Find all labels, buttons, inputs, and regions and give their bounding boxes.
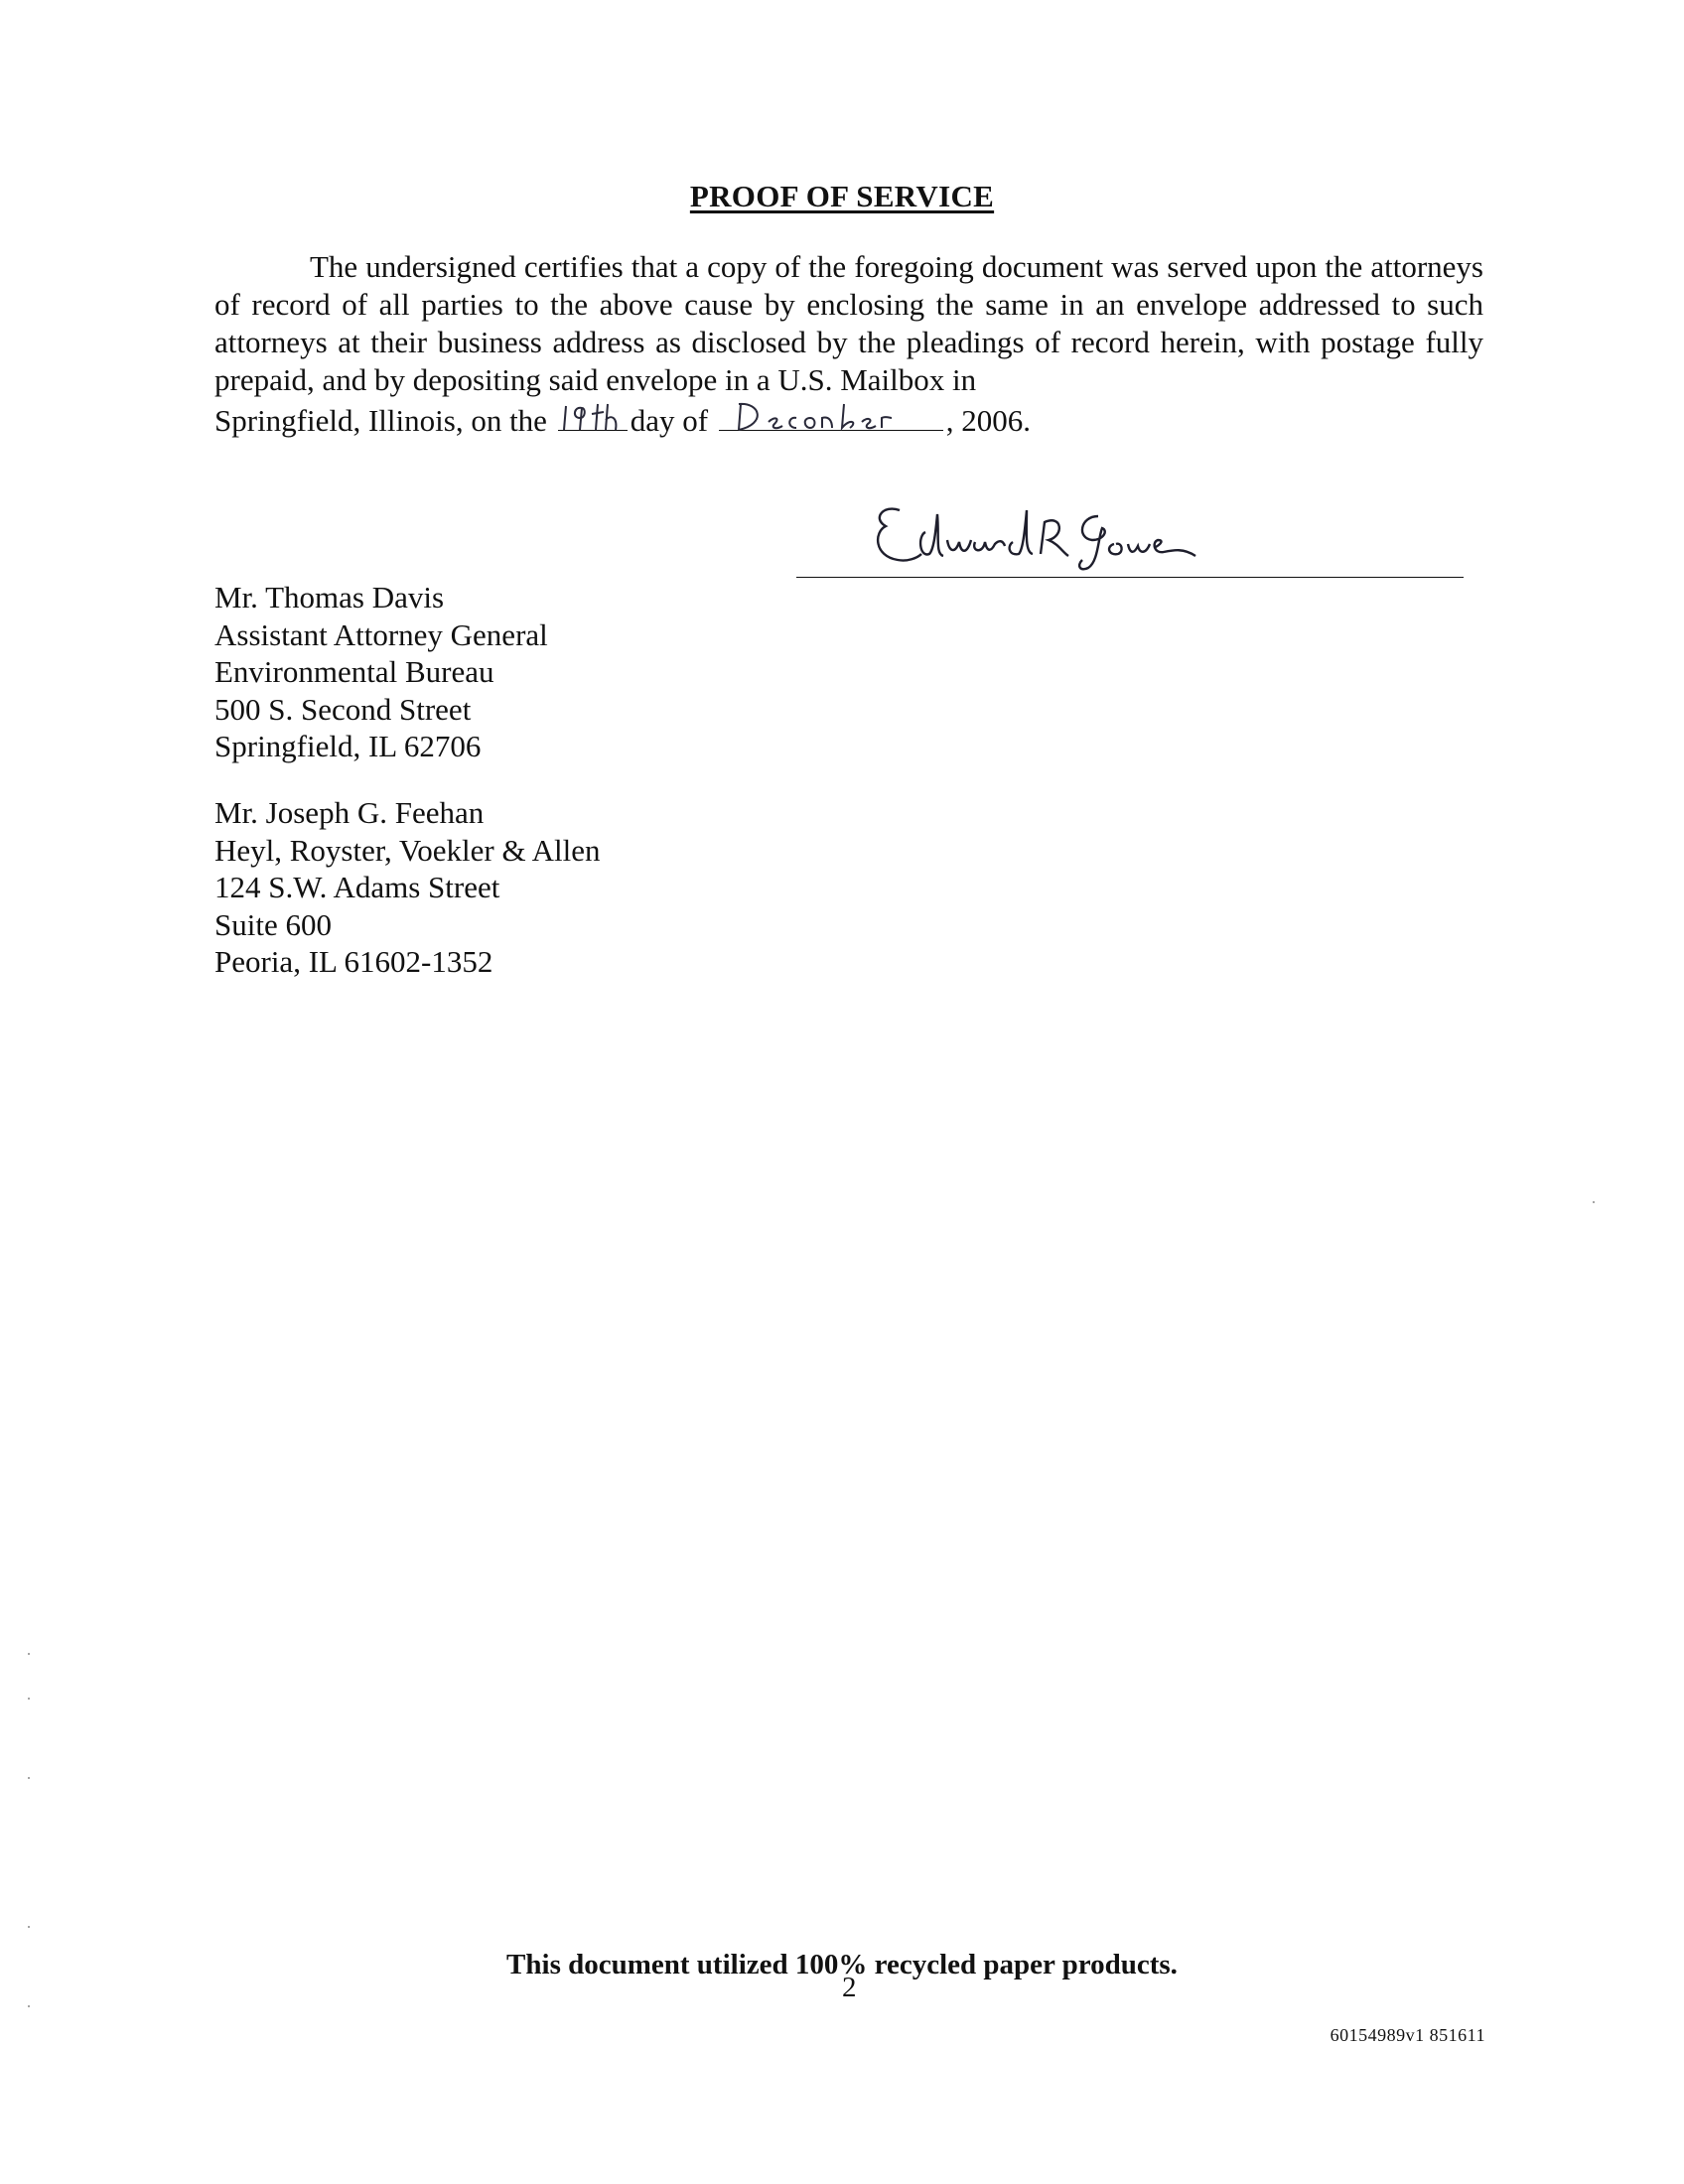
recipient-address-1 [214, 579, 548, 765]
page-number: 2 [842, 1972, 857, 2003]
address-line: Assistant Attorney General [214, 616, 548, 652]
handwritten-day [558, 396, 628, 436]
address-line: Heyl, Royster, Voekler & Allen [214, 832, 601, 868]
recipient-address-2 [214, 794, 601, 981]
scan-speck [28, 1926, 30, 1928]
signature-block [796, 496, 1464, 586]
page-title: PROOF OF SERVICE [689, 179, 995, 213]
address-line: Environmental Bureau [214, 654, 494, 689]
address-line: Peoria, IL 61602-1352 [214, 944, 493, 979]
certification-paragraph: The undersigned certifies that a copy of the foregoing document was served upon the attorneys of record of all parties to the above cause by enclosing the same in an envelope addressed to such attorneys at their business address as disclosed by the pleadings of record herein, with postage fully prepaid, and by depositing said envelope in a U.S. Mailbox in [214, 249, 1483, 397]
scan-speck [28, 1653, 30, 1655]
scan-speck [28, 2005, 30, 2007]
address-line: Springfield, IL 62706 [214, 729, 482, 763]
scan-speck [1593, 1201, 1595, 1203]
date-line-middle: day of [630, 403, 709, 438]
document-id: 60154989v1 851611 [1330, 2025, 1485, 2045]
day-blank [558, 400, 628, 431]
address-line: 500 S. Second Street [214, 691, 472, 727]
date-line [214, 400, 1031, 440]
scan-speck [28, 1777, 30, 1779]
month-blank [719, 400, 943, 431]
address-line: Mr. Thomas Davis [214, 580, 445, 614]
address-line: Suite 600 [214, 906, 332, 942]
signature-line [796, 577, 1464, 578]
address-line: Mr. Joseph G. Feehan [214, 795, 485, 830]
date-line-suffix: , 2006. [945, 403, 1032, 438]
date-line-prefix: Springfield, Illinois, on the [214, 403, 547, 438]
handwritten-month [719, 396, 943, 436]
address-line: 124 S.W. Adams Street [214, 870, 500, 904]
scan-speck [28, 1698, 30, 1700]
signature-icon [864, 496, 1201, 576]
recycled-paper-notice: This document utilized 100% recycled paper products. [506, 1949, 1178, 1980]
